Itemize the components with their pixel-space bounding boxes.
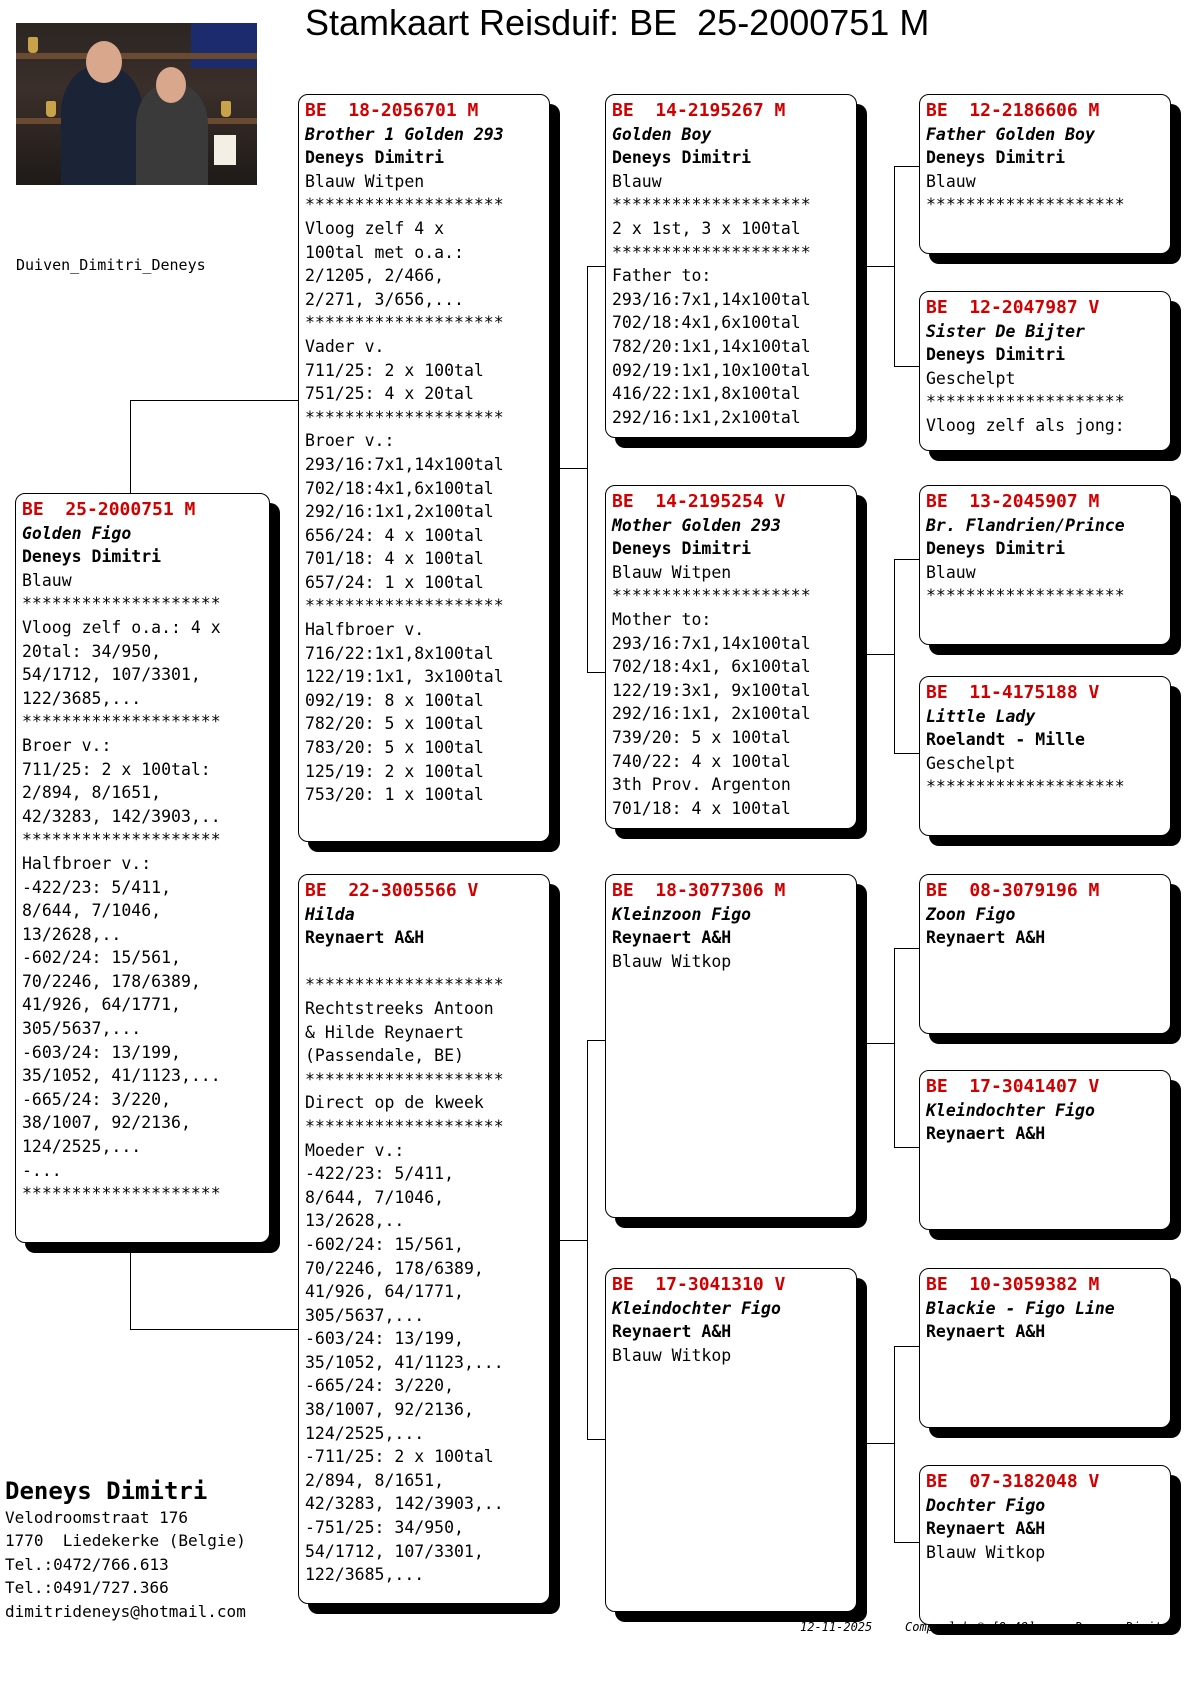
address-line: 1770 Liedekerke (Belgie)	[5, 1531, 246, 1551]
info-line: 122/19:3x1, 9x100tal	[612, 680, 811, 700]
info-line: Geschelpt	[926, 753, 1016, 773]
connector-line	[894, 166, 919, 167]
connector-line	[894, 559, 895, 753]
info-line: Blauw	[926, 171, 976, 191]
ring-number: BE 12-2047987 V	[926, 297, 1100, 318]
info-line: -...	[22, 1160, 62, 1180]
info-line: 41/926, 64/1771,	[305, 1282, 464, 1302]
ring-number: BE 18-2056701 M	[305, 100, 479, 121]
connector-line	[894, 1346, 895, 1542]
info-line: ********************	[305, 596, 504, 616]
info-line: Halfbroer v.	[305, 620, 425, 640]
info-line: ********************	[22, 830, 221, 850]
pigeon-card-mother-mother[interactable]	[605, 1268, 857, 1612]
info-line: 2/894, 8/1651,	[22, 783, 162, 803]
connector-line	[130, 400, 298, 401]
breeder-name: Roelandt - Mille	[926, 730, 1085, 750]
info-line: 739/20: 5 x 100tal	[612, 727, 791, 747]
pigeon-card-mmm[interactable]	[919, 1465, 1171, 1625]
pigeon-name: Kleindochter Figo	[926, 1100, 1095, 1120]
trophy-icon	[221, 101, 231, 117]
pigeon-name: Zoon Figo	[926, 904, 1016, 924]
breeder-name: Reynaert A&H	[612, 928, 732, 948]
info-line: -665/24: 3/220,	[22, 1089, 172, 1109]
info-line: Vloog zelf o.a.: 4 x	[22, 617, 221, 637]
info-line: 70/2246, 178/6389,	[305, 1258, 484, 1278]
connector-line	[587, 1040, 588, 1439]
pigeon-name: Blackie - Figo Line	[926, 1298, 1115, 1318]
info-line: Blauw Witkop	[612, 1345, 732, 1365]
info-line: 753/20: 1 x 100tal	[305, 785, 484, 805]
info-line: 656/24: 4 x 100tal	[305, 525, 484, 545]
pigeon-card-mmf[interactable]	[919, 1268, 1171, 1428]
info-line: ********************	[22, 1184, 221, 1204]
info-line: 124/2525,...	[22, 1137, 142, 1157]
connector-line	[130, 400, 131, 493]
info-line: 2/1205, 2/466,	[305, 266, 445, 286]
trophy-icon	[28, 37, 38, 53]
pigeon-name: Sister De Bijter	[926, 321, 1085, 341]
info-line: Broer v.:	[305, 431, 395, 451]
connector-line	[587, 266, 588, 672]
connector-line	[894, 948, 919, 949]
info-line: -603/24: 13/199,	[305, 1329, 464, 1349]
ring-number: BE 11-4175188 V	[926, 682, 1100, 703]
info-line: Father to:	[612, 266, 712, 286]
info-line: Blauw	[926, 562, 976, 582]
info-line: 70/2246, 178/6389,	[22, 971, 201, 991]
person-left	[61, 67, 143, 185]
pigeon-card-father[interactable]	[298, 94, 550, 842]
info-line: ********************	[305, 1116, 504, 1136]
breeder-name: Reynaert A&H	[305, 928, 425, 948]
pigeon-name: Golden Figo	[22, 523, 132, 543]
connector-line	[587, 672, 605, 673]
info-line: 42/3283, 142/3903,..	[305, 1494, 504, 1514]
info-line: Blauw	[612, 171, 662, 191]
info-line: 13/2628,..	[22, 924, 122, 944]
footer-user: Deneys Dimitri	[1075, 1620, 1177, 1634]
info-line: Blauw Witpen	[305, 171, 425, 191]
info-line: 54/1712, 107/3301,	[305, 1541, 484, 1561]
info-line: 100tal met o.a.:	[305, 242, 464, 262]
pigeon-name: Father Golden Boy	[926, 124, 1095, 144]
info-line: 38/1007, 92/2136,	[305, 1400, 474, 1420]
info-line: 782/20:1x1,14x100tal	[612, 336, 811, 356]
info-line: ********************	[305, 407, 504, 427]
info-line: & Hilde Reynaert	[305, 1022, 464, 1042]
connector-line	[867, 266, 894, 267]
connector-line	[587, 1040, 605, 1041]
owner-name: Deneys Dimitri	[5, 1477, 208, 1505]
info-line: -711/25: 2 x 100tal	[305, 1447, 494, 1467]
pigeon-name: Hilda	[305, 904, 355, 924]
pigeon-name: Mother Golden 293	[612, 515, 781, 535]
email-line: dimitrideneys@hotmail.com	[5, 1601, 246, 1621]
connector-line	[867, 1443, 894, 1444]
pigeon-card-mother[interactable]	[298, 874, 550, 1604]
breeder-name: Reynaert A&H	[926, 928, 1046, 948]
connector-line	[894, 366, 919, 367]
info-line: ********************	[926, 392, 1125, 412]
pigeon-card-ffm[interactable]	[919, 291, 1171, 451]
pigeon-card-father-mother[interactable]	[605, 485, 857, 829]
info-line: 292/16:1x1, 2x100tal	[612, 704, 811, 724]
info-line: 3th Prov. Argenton	[612, 775, 791, 795]
ring-number: BE 25-2000751 M	[22, 499, 196, 520]
info-line: ********************	[612, 195, 811, 215]
info-line: 122/19:1x1, 3x100tal	[305, 667, 504, 687]
info-line: 35/1052, 41/1123,...	[305, 1352, 504, 1372]
info-line: Vloog zelf als jong:	[926, 415, 1125, 435]
info-line: ********************	[305, 975, 504, 995]
person-left-head	[86, 41, 122, 83]
pigeon-name: Kleinzoon Figo	[612, 904, 752, 924]
footer-software: Compuclub © [9.48]	[905, 1620, 1036, 1634]
info-line: -422/23: 5/411,	[305, 1164, 455, 1184]
phone-line: Tel.:0491/727.366	[5, 1578, 169, 1598]
info-line: -665/24: 3/220,	[305, 1376, 455, 1396]
connector-line	[130, 1243, 131, 1329]
info-line: ********************	[612, 242, 811, 262]
info-line: 702/18:4x1,6x100tal	[612, 313, 801, 333]
info-line: 8/644, 7/1046,	[22, 901, 162, 921]
info-line: Broer v.:	[22, 735, 112, 755]
breeder-name: Deneys Dimitri	[612, 539, 752, 559]
info-line: Blauw Witkop	[612, 951, 732, 971]
info-line: Rechtstreeks Antoon	[305, 998, 494, 1018]
connector-line	[867, 654, 894, 655]
connector-line	[560, 468, 587, 469]
info-line: 38/1007, 92/2136,	[22, 1113, 191, 1133]
pigeon-name: Kleindochter Figo	[612, 1298, 781, 1318]
info-line: Mother to:	[612, 609, 712, 629]
info-line: -603/24: 13/199,	[22, 1042, 181, 1062]
info-line: ********************	[305, 313, 504, 333]
ring-number: BE 12-2186606 M	[926, 100, 1100, 121]
info-line: 2 x 1st, 3 x 100tal	[612, 218, 801, 238]
breeder-name: Reynaert A&H	[612, 1322, 732, 1342]
connector-line	[587, 1439, 605, 1440]
connector-line	[894, 1147, 919, 1148]
owner-address	[5, 1476, 246, 1623]
breeder-name: Deneys Dimitri	[22, 547, 162, 567]
info-line: Vloog zelf 4 x	[305, 218, 445, 238]
info-line: 2/894, 8/1651,	[305, 1470, 445, 1490]
info-line: ********************	[926, 586, 1125, 606]
info-line: 782/20: 5 x 100tal	[305, 714, 484, 734]
breeder-name: Reynaert A&H	[926, 1124, 1046, 1144]
info-line: ********************	[305, 195, 504, 215]
info-line: Halfbroer v.:	[22, 853, 152, 873]
ring-number: BE 17-3041310 V	[612, 1274, 786, 1295]
pigeon-card-subject[interactable]	[15, 493, 270, 1243]
info-line: 092/19:1x1,10x100tal	[612, 360, 811, 380]
info-line: 711/25: 2 x 100tal	[305, 360, 484, 380]
info-line: Blauw Witkop	[926, 1542, 1046, 1562]
breeder-name: Reynaert A&H	[926, 1322, 1046, 1342]
loft-name: Duiven_Dimitri_Deneys	[16, 256, 206, 274]
info-line: -751/25: 34/950,	[305, 1518, 464, 1538]
pigeon-card-fmf[interactable]	[919, 485, 1171, 645]
info-line: 41/926, 64/1771,	[22, 995, 181, 1015]
info-line: 740/22: 4 x 100tal	[612, 751, 791, 771]
ring-number: BE 08-3079196 M	[926, 880, 1100, 901]
connector-line	[587, 266, 605, 267]
info-line: 305/5637,...	[22, 1019, 142, 1039]
pigeon-card-mother-father[interactable]	[605, 874, 857, 1218]
ring-number: BE 07-3182048 V	[926, 1471, 1100, 1492]
info-line: 716/22:1x1,8x100tal	[305, 643, 494, 663]
info-line: -602/24: 15/561,	[305, 1234, 464, 1254]
trophy-icon	[46, 101, 56, 117]
footer-date: 12-11-2025	[800, 1620, 873, 1634]
pigeon-name: Br. Flandrien/Prince	[926, 515, 1125, 535]
info-line: 124/2525,...	[305, 1423, 425, 1443]
connector-line	[894, 1542, 919, 1543]
info-line: 2/271, 3/656,...	[305, 289, 464, 309]
connector-line	[894, 166, 895, 366]
pigeon-name: Brother 1 Golden 293	[305, 124, 504, 144]
info-line: 293/16:7x1,14x100tal	[612, 633, 811, 653]
breeder-name: Deneys Dimitri	[926, 148, 1066, 168]
ring-number: BE 13-2045907 M	[926, 491, 1100, 512]
info-line: 122/3685,...	[22, 688, 142, 708]
connector-line	[130, 1329, 298, 1330]
ring-number: BE 22-3005566 V	[305, 880, 479, 901]
pigeon-name: Dochter Figo	[926, 1495, 1046, 1515]
ring-number: BE 17-3041407 V	[926, 1076, 1100, 1097]
breeder-name: Deneys Dimitri	[612, 148, 752, 168]
pigeon-card-father-father[interactable]	[605, 94, 857, 438]
info-line: Vader v.	[305, 336, 385, 356]
connector-line	[867, 1043, 894, 1044]
info-line: 293/16:7x1,14x100tal	[612, 289, 811, 309]
info-line: 702/18:4x1, 6x100tal	[612, 657, 811, 677]
pigeon-name: Little Lady	[926, 706, 1036, 726]
info-line: 416/22:1x1,8x100tal	[612, 384, 801, 404]
info-line: 122/3685,...	[305, 1565, 425, 1585]
info-line: 125/19: 2 x 100tal	[305, 761, 484, 781]
info-line: ********************	[612, 586, 811, 606]
ring-number: BE 18-3077306 M	[612, 880, 786, 901]
photo-sign	[214, 135, 236, 165]
info-line: 092/19: 8 x 100tal	[305, 690, 484, 710]
ring-number: BE 10-3059382 M	[926, 1274, 1100, 1295]
pigeon-card-mfm[interactable]	[919, 1070, 1171, 1230]
breeder-name: Deneys Dimitri	[926, 539, 1066, 559]
info-line: 293/16:7x1,14x100tal	[305, 454, 504, 474]
info-line: 702/18:4x1,6x100tal	[305, 478, 494, 498]
info-line: -602/24: 15/561,	[22, 948, 181, 968]
info-line: ********************	[22, 594, 221, 614]
pigeon-card-fff[interactable]	[919, 94, 1171, 254]
info-line: 54/1712, 107/3301,	[22, 665, 201, 685]
connector-line	[894, 1346, 919, 1347]
info-line: Moeder v.:	[305, 1140, 405, 1160]
info-line: 701/18: 4 x 100tal	[612, 798, 791, 818]
info-line: 13/2628,..	[305, 1211, 405, 1231]
pigeon-name: Golden Boy	[612, 124, 712, 144]
connector-line	[894, 753, 919, 754]
owner-photo	[16, 23, 257, 185]
info-line: 20tal: 34/950,	[22, 641, 162, 661]
info-line: ********************	[22, 712, 221, 732]
info-line	[305, 950, 543, 974]
breeder-name: Deneys Dimitri	[305, 148, 445, 168]
info-line: 35/1052, 41/1123,...	[22, 1066, 221, 1086]
info-line: 751/25: 4 x 20tal	[305, 384, 474, 404]
info-line: 8/644, 7/1046,	[305, 1187, 445, 1207]
info-line: ********************	[926, 777, 1125, 797]
pigeon-card-fmm[interactable]	[919, 676, 1171, 836]
breeder-name: Reynaert A&H	[926, 1519, 1046, 1539]
info-line: Geschelpt	[926, 368, 1016, 388]
info-line: Blauw Witpen	[612, 562, 732, 582]
phone-line: Tel.:0472/766.613	[5, 1554, 169, 1574]
info-line: (Passendale, BE)	[305, 1046, 464, 1066]
connector-line	[894, 559, 919, 560]
info-line: Blauw	[22, 570, 72, 590]
photo-background-screen	[191, 23, 257, 68]
page-title: Stamkaart Reisduif: BE 25-2000751 M	[305, 2, 930, 43]
photo-shelf	[16, 53, 257, 59]
ring-number: BE 14-2195254 V	[612, 491, 786, 512]
info-line: 701/18: 4 x 100tal	[305, 549, 484, 569]
info-line: 657/24: 1 x 100tal	[305, 572, 484, 592]
breeder-name: Deneys Dimitri	[926, 345, 1066, 365]
person-right-head	[156, 67, 186, 103]
info-line: 292/16:1x1,2x100tal	[612, 407, 801, 427]
info-line: -422/23: 5/411,	[22, 877, 172, 897]
pigeon-card-mff[interactable]	[919, 874, 1171, 1034]
info-line: ********************	[926, 195, 1125, 215]
info-line: Direct op de kweek	[305, 1093, 484, 1113]
connector-line	[560, 1240, 587, 1241]
address-line: Velodroomstraat 176	[5, 1508, 189, 1527]
info-line: ********************	[305, 1069, 504, 1089]
info-line: 711/25: 2 x 100tal:	[22, 759, 211, 779]
info-line: 292/16:1x1,2x100tal	[305, 502, 494, 522]
info-line: 305/5637,...	[305, 1305, 425, 1325]
connector-line	[894, 948, 895, 1147]
info-line: 783/20: 5 x 100tal	[305, 738, 484, 758]
info-line: 42/3283, 142/3903,..	[22, 806, 221, 826]
ring-number: BE 14-2195267 M	[612, 100, 786, 121]
